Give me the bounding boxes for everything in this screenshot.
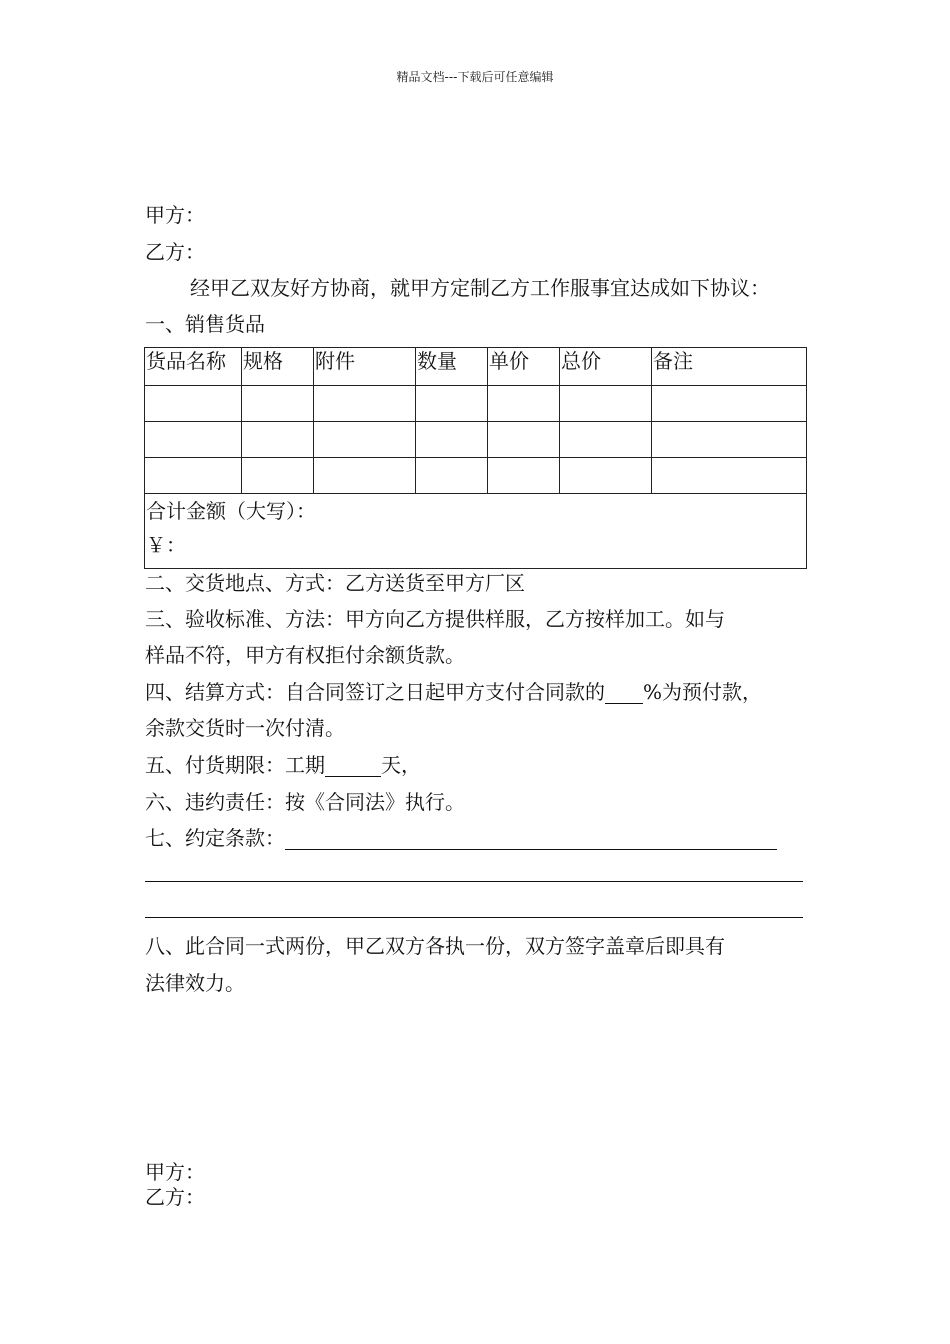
agreed-terms-line-3[interactable] xyxy=(145,917,803,918)
section-1-title: 一、销售货品 xyxy=(145,312,265,336)
table-cell xyxy=(145,422,242,458)
table-cell xyxy=(652,386,807,422)
agreed-terms-blank[interactable] xyxy=(285,829,777,850)
table-cell xyxy=(416,386,488,422)
section-3-line-1: 三、验收标准、方法：甲方向乙方提供样服，乙方按样加工。如与 xyxy=(145,607,725,631)
table-cell xyxy=(314,386,416,422)
table-cell xyxy=(416,458,488,494)
column-header: 总价 xyxy=(560,348,652,386)
section-8-line-1: 八、此合同一式两份，甲乙双方各执一份，双方签字盖章后即具有 xyxy=(145,934,725,958)
section-2: 二、交货地点、方式：乙方送货至甲方厂区 xyxy=(145,571,525,595)
table-cell xyxy=(314,458,416,494)
section-5 xyxy=(145,753,421,777)
prepayment-percent-blank[interactable] xyxy=(605,683,643,704)
table-cell xyxy=(416,422,488,458)
goods-table xyxy=(144,347,807,569)
table-row xyxy=(145,386,807,422)
total-cell xyxy=(145,494,807,569)
yen-amount-label: ￥： xyxy=(146,533,186,557)
table-cell xyxy=(652,458,807,494)
section-6: 六、违约责任：按《合同法》执行。 xyxy=(145,790,465,814)
table-cell xyxy=(145,386,242,422)
party-a-label: 甲方： xyxy=(145,203,205,227)
table-header-row xyxy=(145,348,807,386)
duration-days-blank[interactable] xyxy=(325,756,381,777)
table-cell xyxy=(242,458,314,494)
signature-party-a: 甲方： xyxy=(145,1160,205,1184)
table-cell xyxy=(242,422,314,458)
section-4-line-1 xyxy=(145,680,762,704)
table-cell xyxy=(488,386,560,422)
table-cell xyxy=(488,458,560,494)
table-cell xyxy=(145,458,242,494)
table-cell xyxy=(560,422,652,458)
table-cell xyxy=(314,422,416,458)
section-7 xyxy=(145,826,777,850)
section-4-line-2: 余款交货时一次付清。 xyxy=(145,716,345,740)
agreed-terms-line-2[interactable] xyxy=(145,881,803,882)
column-header: 附件 xyxy=(314,348,416,386)
column-header: 规格 xyxy=(242,348,314,386)
column-header: 数量 xyxy=(416,348,488,386)
page-header: 精品文档---下载后可任意编辑 xyxy=(396,70,554,84)
table-cell xyxy=(242,386,314,422)
section-4-text-end: %为预付款， xyxy=(643,680,763,704)
party-b-label: 乙方： xyxy=(145,240,205,264)
section-5-text: 五、付货期限：工期 xyxy=(145,753,325,777)
intro-paragraph: 经甲乙双友好方协商，就甲方定制乙方工作服事宜达成如下协议： xyxy=(190,276,770,300)
table-cell xyxy=(560,386,652,422)
table-total-row xyxy=(145,494,807,569)
section-8-line-2: 法律效力。 xyxy=(145,971,245,995)
column-header: 备注 xyxy=(652,348,807,386)
total-amount-label: 合计金额（大写）： xyxy=(146,499,316,523)
signature-party-b: 乙方： xyxy=(145,1185,205,1209)
table-row xyxy=(145,422,807,458)
section-3-line-2: 样品不符，甲方有权拒付余额货款。 xyxy=(145,643,465,667)
table-cell xyxy=(652,422,807,458)
section-5-text-end: 天， xyxy=(381,753,421,777)
table-row xyxy=(145,458,807,494)
section-7-label: 七、约定条款： xyxy=(145,826,285,850)
section-4-text: 四、结算方式：自合同签订之日起甲方支付合同款的 xyxy=(145,680,605,704)
table-cell xyxy=(560,458,652,494)
column-header: 货品名称 xyxy=(145,348,242,386)
table-cell xyxy=(488,422,560,458)
column-header: 单价 xyxy=(488,348,560,386)
